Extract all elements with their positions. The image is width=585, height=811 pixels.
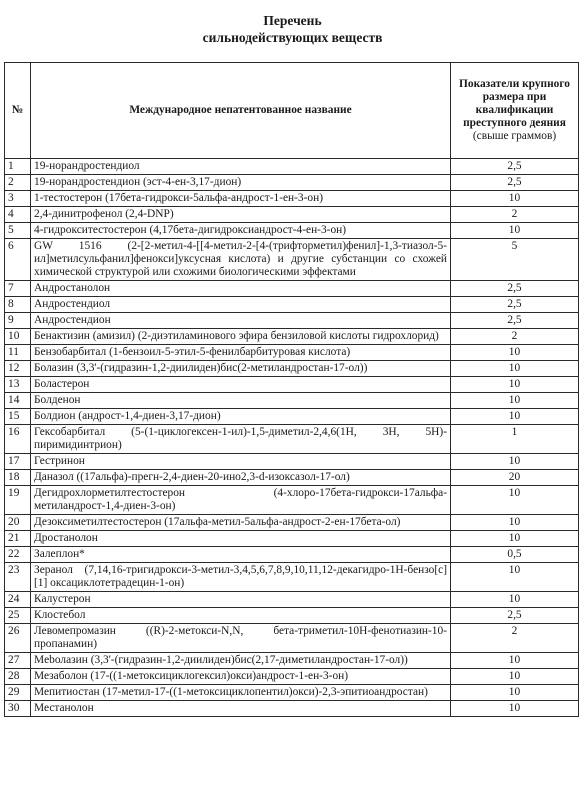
row-threshold-value: 10 xyxy=(451,486,579,515)
row-substance-name: 4-гидрокситестостерон (4,17бета-дигидроксиандрост-4-ен-3-он) xyxy=(31,223,451,239)
row-number: 13 xyxy=(5,377,31,393)
row-number: 28 xyxy=(5,669,31,685)
row-threshold-value: 10 xyxy=(451,191,579,207)
row-threshold-value: 10 xyxy=(451,393,579,409)
row-threshold-value: 2 xyxy=(451,207,579,223)
row-number: 29 xyxy=(5,685,31,701)
header-threshold xyxy=(451,63,579,159)
table-row xyxy=(5,669,579,685)
row-threshold-value: 10 xyxy=(451,653,579,669)
row-substance-name: Бенактизин (амизил) (2-диэтиламинового эфира бензиловой кислоты гидрохлорид) xyxy=(31,329,451,345)
row-substance-name: Бензобарбитал (1-бензоил-5-этил-5-фенилбарбитуровая кислота) xyxy=(31,345,451,361)
row-substance-name: Болденон xyxy=(31,393,451,409)
row-substance-name: Дегидрохлорметилтестостерон (4-хлоро-17бета-гидрокси-17альфа-метиландрост-1,4-диен-3-он) xyxy=(31,486,451,515)
row-threshold-value: 10 xyxy=(451,409,579,425)
row-substance-name: Андростендион xyxy=(31,313,451,329)
table-row xyxy=(5,191,579,207)
table-row xyxy=(5,377,579,393)
row-number: 11 xyxy=(5,345,31,361)
row-number: 18 xyxy=(5,470,31,486)
row-number: 5 xyxy=(5,223,31,239)
row-substance-name: 2,4-динитрофенол (2,4-DNP) xyxy=(31,207,451,223)
row-number: 15 xyxy=(5,409,31,425)
row-substance-name: Мebолазин (3,3'-(гидразин-1,2-диилиден)бис(2,17-диметиландростан-17-ол)) xyxy=(31,653,451,669)
row-number: 23 xyxy=(5,563,31,592)
row-threshold-value: 1 xyxy=(451,425,579,454)
row-threshold-value: 10 xyxy=(451,669,579,685)
row-number: 19 xyxy=(5,486,31,515)
row-threshold-value: 2,5 xyxy=(451,159,579,175)
table-row xyxy=(5,329,579,345)
row-number: 3 xyxy=(5,191,31,207)
row-threshold-value: 0,5 xyxy=(451,547,579,563)
row-threshold-value: 2,5 xyxy=(451,313,579,329)
table-row xyxy=(5,592,579,608)
row-substance-name: Местанолон xyxy=(31,701,451,717)
row-number: 4 xyxy=(5,207,31,223)
row-number: 30 xyxy=(5,701,31,717)
table-row xyxy=(5,624,579,653)
row-number: 10 xyxy=(5,329,31,345)
row-threshold-value: 10 xyxy=(451,685,579,701)
row-number: 20 xyxy=(5,515,31,531)
table-row xyxy=(5,608,579,624)
row-number: 6 xyxy=(5,239,31,281)
table-header-row xyxy=(5,63,579,159)
header-threshold-unit: (свыше граммов) xyxy=(472,130,557,142)
table-row xyxy=(5,701,579,717)
row-number: 26 xyxy=(5,624,31,653)
row-substance-name: Клостебол xyxy=(31,608,451,624)
table-row xyxy=(5,345,579,361)
row-threshold-value: 2 xyxy=(451,329,579,345)
row-substance-name: Мепитиостан (17-метил-17-((1-метоксициклопентил)окси)-2,3-эпитиоандростан) xyxy=(31,685,451,701)
table-row xyxy=(5,486,579,515)
row-number: 24 xyxy=(5,592,31,608)
row-threshold-value: 2 xyxy=(451,624,579,653)
table-row xyxy=(5,223,579,239)
document-title xyxy=(0,12,585,46)
row-threshold-value: 10 xyxy=(451,531,579,547)
table-row xyxy=(5,175,579,191)
row-number: 1 xyxy=(5,159,31,175)
row-substance-name: 19-норандростендион (эст-4-ен-3,17-дион) xyxy=(31,175,451,191)
row-number: 21 xyxy=(5,531,31,547)
table-row xyxy=(5,470,579,486)
table-row xyxy=(5,313,579,329)
row-substance-name: Мезаболон (17-((1-метоксициклогексил)окси)андрост-1-ен-3-он) xyxy=(31,669,451,685)
row-threshold-value: 10 xyxy=(451,592,579,608)
table-row xyxy=(5,547,579,563)
row-threshold-value: 2,5 xyxy=(451,175,579,191)
title-line-1: Перечень xyxy=(263,13,322,28)
table-body xyxy=(5,159,579,717)
row-substance-name: Зеранол (7,14,16-тригидрокси-3-метил-3,4,5,6,7,8,9,10,11,12-декагидро-1H-бензо[c][1] оксациклотетрадецин-1-он) xyxy=(31,563,451,592)
table-row xyxy=(5,361,579,377)
row-substance-name: Болдион (андрост-1,4-диен-3,17-дион) xyxy=(31,409,451,425)
header-name: Международное непатентованное название xyxy=(31,63,451,159)
table-row xyxy=(5,281,579,297)
row-substance-name: Калустерон xyxy=(31,592,451,608)
row-substance-name: Боластерон xyxy=(31,377,451,393)
header-number: № xyxy=(5,63,31,159)
row-substance-name: Андростанолон xyxy=(31,281,451,297)
row-threshold-value: 10 xyxy=(451,563,579,592)
row-number: 12 xyxy=(5,361,31,377)
table-row xyxy=(5,563,579,592)
table-row xyxy=(5,297,579,313)
row-substance-name: Левомепромазин ((R)-2-метокси-N,N, бета-триметил-10H-фенотиазин-10-пропанамин) xyxy=(31,624,451,653)
row-substance-name: Дезоксиметилтестостерон (17альфа-метил-5альфа-андрост-2-ен-17бета-ол) xyxy=(31,515,451,531)
row-threshold-value: 10 xyxy=(451,345,579,361)
table-row xyxy=(5,454,579,470)
row-threshold-value: 2,5 xyxy=(451,608,579,624)
row-number: 8 xyxy=(5,297,31,313)
header-threshold-label: Показатели крупного размера при квалификации преступного деяния xyxy=(459,78,570,129)
row-threshold-value: 10 xyxy=(451,701,579,717)
row-number: 9 xyxy=(5,313,31,329)
table-row xyxy=(5,159,579,175)
table-row xyxy=(5,685,579,701)
row-substance-name: Андростендиол xyxy=(31,297,451,313)
row-threshold-value: 10 xyxy=(451,361,579,377)
table-row xyxy=(5,653,579,669)
row-substance-name: 1-тестостерон (17бета-гидрокси-5альфа-андрост-1-ен-3-он) xyxy=(31,191,451,207)
row-substance-name: Болазин (3,3'-(гидразин-1,2-диилиден)бис(2-метиландростан-17-ол)) xyxy=(31,361,451,377)
row-substance-name: Гестринон xyxy=(31,454,451,470)
row-number: 17 xyxy=(5,454,31,470)
row-number: 14 xyxy=(5,393,31,409)
row-number: 27 xyxy=(5,653,31,669)
row-substance-name: Дростанолон xyxy=(31,531,451,547)
row-number: 7 xyxy=(5,281,31,297)
table-row xyxy=(5,425,579,454)
row-substance-name: Залеплон* xyxy=(31,547,451,563)
row-substance-name: 19-норандростендиол xyxy=(31,159,451,175)
row-threshold-value: 10 xyxy=(451,377,579,393)
row-threshold-value: 10 xyxy=(451,454,579,470)
row-threshold-value: 10 xyxy=(451,515,579,531)
table-row xyxy=(5,531,579,547)
row-substance-name: GW 1516 (2-[2-метил-4-[[4-метил-2-[4-(трифторметил)фенил]-1,3-тиазол-5-ил]метилсульфанил]фенокси]уксусная кислота) и другие субстанции со схожей химической структурой или схожими биологическими эффектами xyxy=(31,239,451,281)
row-number: 2 xyxy=(5,175,31,191)
row-substance-name: Гексобарбитал (5-(1-циклогексен-1-ил)-1,5-диметил-2,4,6(1H, 3H, 5H)-пиримидинтрион) xyxy=(31,425,451,454)
title-line-2: сильнодействующих веществ xyxy=(202,30,383,45)
table-row xyxy=(5,207,579,223)
row-threshold-value: 2,5 xyxy=(451,281,579,297)
row-threshold-value: 5 xyxy=(451,239,579,281)
substances-table xyxy=(4,62,579,717)
table-row xyxy=(5,409,579,425)
row-threshold-value: 10 xyxy=(451,223,579,239)
row-threshold-value: 2,5 xyxy=(451,297,579,313)
row-number: 16 xyxy=(5,425,31,454)
row-number: 22 xyxy=(5,547,31,563)
table-row xyxy=(5,393,579,409)
table-row xyxy=(5,515,579,531)
row-threshold-value: 20 xyxy=(451,470,579,486)
row-number: 25 xyxy=(5,608,31,624)
row-substance-name: Даназол ((17альфа)-прегн-2,4-диен-20-ино2,3-d-изоксазол-17-ол) xyxy=(31,470,451,486)
table-row xyxy=(5,239,579,281)
